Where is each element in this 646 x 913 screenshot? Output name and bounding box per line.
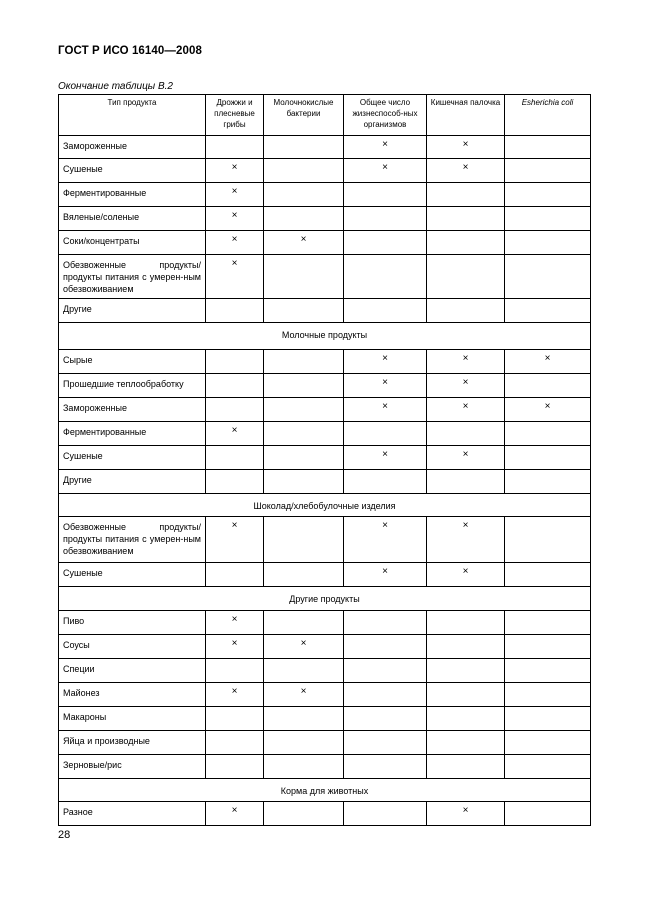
indicator-cell: [427, 183, 505, 207]
indicator-cell: [264, 446, 344, 470]
table-row: [59, 374, 591, 398]
indicator-cell: [505, 517, 591, 563]
indicator-cell: ×: [344, 446, 427, 470]
indicator-cell: ×: [344, 563, 427, 587]
indicator-cell: [206, 136, 264, 159]
indicator-cell: [344, 611, 427, 635]
section-row: [59, 494, 591, 517]
indicator-cell: [344, 659, 427, 683]
indicator-cell: [505, 755, 591, 779]
indicator-cell: [505, 659, 591, 683]
indicator-cell: ×: [206, 611, 264, 635]
indicator-cell: [505, 255, 591, 299]
indicator-cell: [344, 299, 427, 323]
table-row: [59, 398, 591, 422]
indicator-cell: [505, 299, 591, 323]
indicator-cell: [505, 207, 591, 231]
indicator-cell: [427, 731, 505, 755]
indicator-cell: [427, 611, 505, 635]
indicator-cell: [427, 207, 505, 231]
table-header-row: [59, 95, 591, 136]
indicator-cell: [264, 299, 344, 323]
indicator-cell: [344, 470, 427, 494]
indicator-cell: [264, 517, 344, 563]
indicator-cell: ×: [344, 517, 427, 563]
column-header-e-coli: Esherichia coli: [505, 95, 591, 136]
indicator-cell: ×: [427, 802, 505, 826]
indicator-cell: [505, 470, 591, 494]
table-row: [59, 683, 591, 707]
indicator-cell: [427, 683, 505, 707]
table-row: [59, 446, 591, 470]
indicator-cell: [264, 183, 344, 207]
indicator-cell: [427, 635, 505, 659]
indicator-cell: [264, 159, 344, 183]
section-row: [59, 779, 591, 802]
indicator-cell: [344, 802, 427, 826]
indicator-cell: ×: [206, 517, 264, 563]
indicator-cell: [206, 659, 264, 683]
section-title: Молочные продукты: [59, 323, 591, 350]
indicator-cell: [344, 207, 427, 231]
table-body: [59, 136, 591, 826]
product-type-cell: Соусы: [59, 635, 206, 659]
indicator-cell: [344, 255, 427, 299]
indicator-cell: [505, 231, 591, 255]
indicator-cell: [344, 635, 427, 659]
product-type-cell: Прошедшие теплообработку: [59, 374, 206, 398]
indicator-cell: ×: [427, 563, 505, 587]
indicator-cell: ×: [427, 446, 505, 470]
indicator-cell: [505, 374, 591, 398]
table-row: [59, 517, 591, 563]
section-title: Корма для животных: [59, 779, 591, 802]
product-type-cell: Сушеные: [59, 159, 206, 183]
indicator-cell: [427, 470, 505, 494]
indicator-cell: [505, 611, 591, 635]
indicator-cell: ×: [206, 422, 264, 446]
table-row: [59, 159, 591, 183]
product-type-cell: Замороженные: [59, 398, 206, 422]
indicator-cell: [505, 683, 591, 707]
column-header-product-type: Тип продукта: [59, 95, 206, 136]
indicator-cell: [427, 255, 505, 299]
page-number: 28: [58, 829, 71, 841]
indicator-cell: ×: [427, 350, 505, 374]
indicator-cell: ×: [264, 635, 344, 659]
indicator-cell: ×: [206, 159, 264, 183]
indicator-cell: [264, 755, 344, 779]
table-row: [59, 136, 591, 159]
product-type-cell: Обезвоженные продукты/ продукты питания с умерен-ным обезвоживанием: [59, 517, 206, 563]
indicator-cell: [505, 802, 591, 826]
indicator-cell: [427, 755, 505, 779]
indicator-cell: [427, 231, 505, 255]
indicator-cell: [505, 446, 591, 470]
table-row: [59, 470, 591, 494]
indicator-cell: [427, 422, 505, 446]
table-row: [59, 731, 591, 755]
product-type-cell: Ферментированные: [59, 422, 206, 446]
product-type-cell: Вяленые/соленые: [59, 207, 206, 231]
section-title: Другие продукты: [59, 587, 591, 611]
table-row: [59, 207, 591, 231]
indicator-cell: ×: [505, 350, 591, 374]
table-row: [59, 299, 591, 323]
indicator-cell: [344, 755, 427, 779]
product-type-cell: Сушеные: [59, 563, 206, 587]
product-type-cell: Другие: [59, 470, 206, 494]
indicator-cell: ×: [206, 802, 264, 826]
product-type-cell: Яйца и производные: [59, 731, 206, 755]
indicator-cell: [264, 470, 344, 494]
product-type-cell: Пиво: [59, 611, 206, 635]
table-row: [59, 422, 591, 446]
table-row: [59, 183, 591, 207]
column-header-coliform: Кишечная палочка: [427, 95, 505, 136]
table-row: [59, 707, 591, 731]
product-type-cell: Сырые: [59, 350, 206, 374]
indicator-cell: [264, 374, 344, 398]
product-type-cell: Майонез: [59, 683, 206, 707]
section-title: Шоколад/хлебобулочные изделия: [59, 494, 591, 517]
table-row: [59, 659, 591, 683]
indicator-cell: [264, 422, 344, 446]
indicator-cell: [206, 470, 264, 494]
indicator-cell: [264, 350, 344, 374]
indicator-cell: ×: [427, 517, 505, 563]
indicator-cell: [344, 422, 427, 446]
indicator-cell: [206, 707, 264, 731]
product-type-cell: Зерновые/рис: [59, 755, 206, 779]
table-row: [59, 350, 591, 374]
indicator-cell: ×: [264, 683, 344, 707]
indicator-cell: [206, 731, 264, 755]
product-type-cell: Разное: [59, 802, 206, 826]
indicator-cell: [505, 183, 591, 207]
table-row: [59, 611, 591, 635]
indicator-cell: ×: [427, 136, 505, 159]
indicator-cell: ×: [264, 231, 344, 255]
indicator-cell: [206, 398, 264, 422]
indicator-cell: [206, 350, 264, 374]
document-header: ГОСТ Р ИСО 16140—2008: [58, 45, 203, 57]
indicator-cell: ×: [344, 398, 427, 422]
indicator-cell: [427, 299, 505, 323]
indicator-cell: ×: [427, 159, 505, 183]
indicator-cell: [264, 707, 344, 731]
indicator-cell: [264, 731, 344, 755]
indicator-cell: ×: [427, 374, 505, 398]
indicator-cell: ×: [344, 350, 427, 374]
indicator-cell: [264, 611, 344, 635]
indicator-cell: [505, 563, 591, 587]
product-type-cell: Сушеные: [59, 446, 206, 470]
table-row: [59, 563, 591, 587]
indicator-cell: [505, 159, 591, 183]
indicator-cell: ×: [505, 398, 591, 422]
product-type-cell: Другие: [59, 299, 206, 323]
indicator-cell: [264, 207, 344, 231]
indicator-cell: [206, 755, 264, 779]
indicator-cell: ×: [206, 635, 264, 659]
indicator-cell: [264, 255, 344, 299]
column-header-yeast-mold: Дрожжи и плесневые грибы: [206, 95, 264, 136]
indicator-cell: ×: [344, 159, 427, 183]
section-row: [59, 323, 591, 350]
indicator-cell: [427, 659, 505, 683]
indicator-cell: [505, 422, 591, 446]
indicator-cell: [505, 707, 591, 731]
table-row: [59, 755, 591, 779]
indicator-cell: [264, 398, 344, 422]
table-caption: Окончание таблицы В.2: [58, 81, 173, 92]
indicator-cell: [264, 136, 344, 159]
indicator-cell: ×: [344, 136, 427, 159]
table-row: [59, 255, 591, 299]
table-row: [59, 635, 591, 659]
indicator-cell: [344, 683, 427, 707]
indicator-cell: [264, 563, 344, 587]
column-header-total-count: Общее число жизнеспособ-ных организмов: [344, 95, 427, 136]
indicator-cell: [427, 707, 505, 731]
table-row: [59, 231, 591, 255]
indicator-cell: [264, 659, 344, 683]
indicator-cell: ×: [206, 183, 264, 207]
indicator-cell: ×: [206, 231, 264, 255]
product-type-cell: Ферментированные: [59, 183, 206, 207]
indicator-cell: [344, 231, 427, 255]
table-row: [59, 802, 591, 826]
product-type-cell: Специи: [59, 659, 206, 683]
product-type-cell: Соки/концентраты: [59, 231, 206, 255]
indicator-cell: [505, 136, 591, 159]
indicator-cell: [206, 299, 264, 323]
indicator-cell: [505, 635, 591, 659]
indicator-cell: ×: [344, 374, 427, 398]
product-type-cell: Обезвоженные продукты/ продукты питания с умерен-ным обезвоживанием: [59, 255, 206, 299]
product-type-cell: Замороженные: [59, 136, 206, 159]
indicator-cell: ×: [206, 683, 264, 707]
product-type-cell: Макароны: [59, 707, 206, 731]
indicator-cell: [206, 563, 264, 587]
indicator-cell: [344, 731, 427, 755]
indicator-cell: [344, 183, 427, 207]
indicator-cell: [264, 802, 344, 826]
indicator-cell: ×: [206, 207, 264, 231]
section-row: [59, 587, 591, 611]
indicator-cell: [344, 707, 427, 731]
indicator-cell: ×: [206, 255, 264, 299]
indicator-cell: [206, 374, 264, 398]
indicator-cell: ×: [427, 398, 505, 422]
product-table: [58, 94, 591, 826]
column-header-lactic-bacteria: Молочнокислые бактерии: [264, 95, 344, 136]
indicator-cell: [206, 446, 264, 470]
indicator-cell: [505, 731, 591, 755]
